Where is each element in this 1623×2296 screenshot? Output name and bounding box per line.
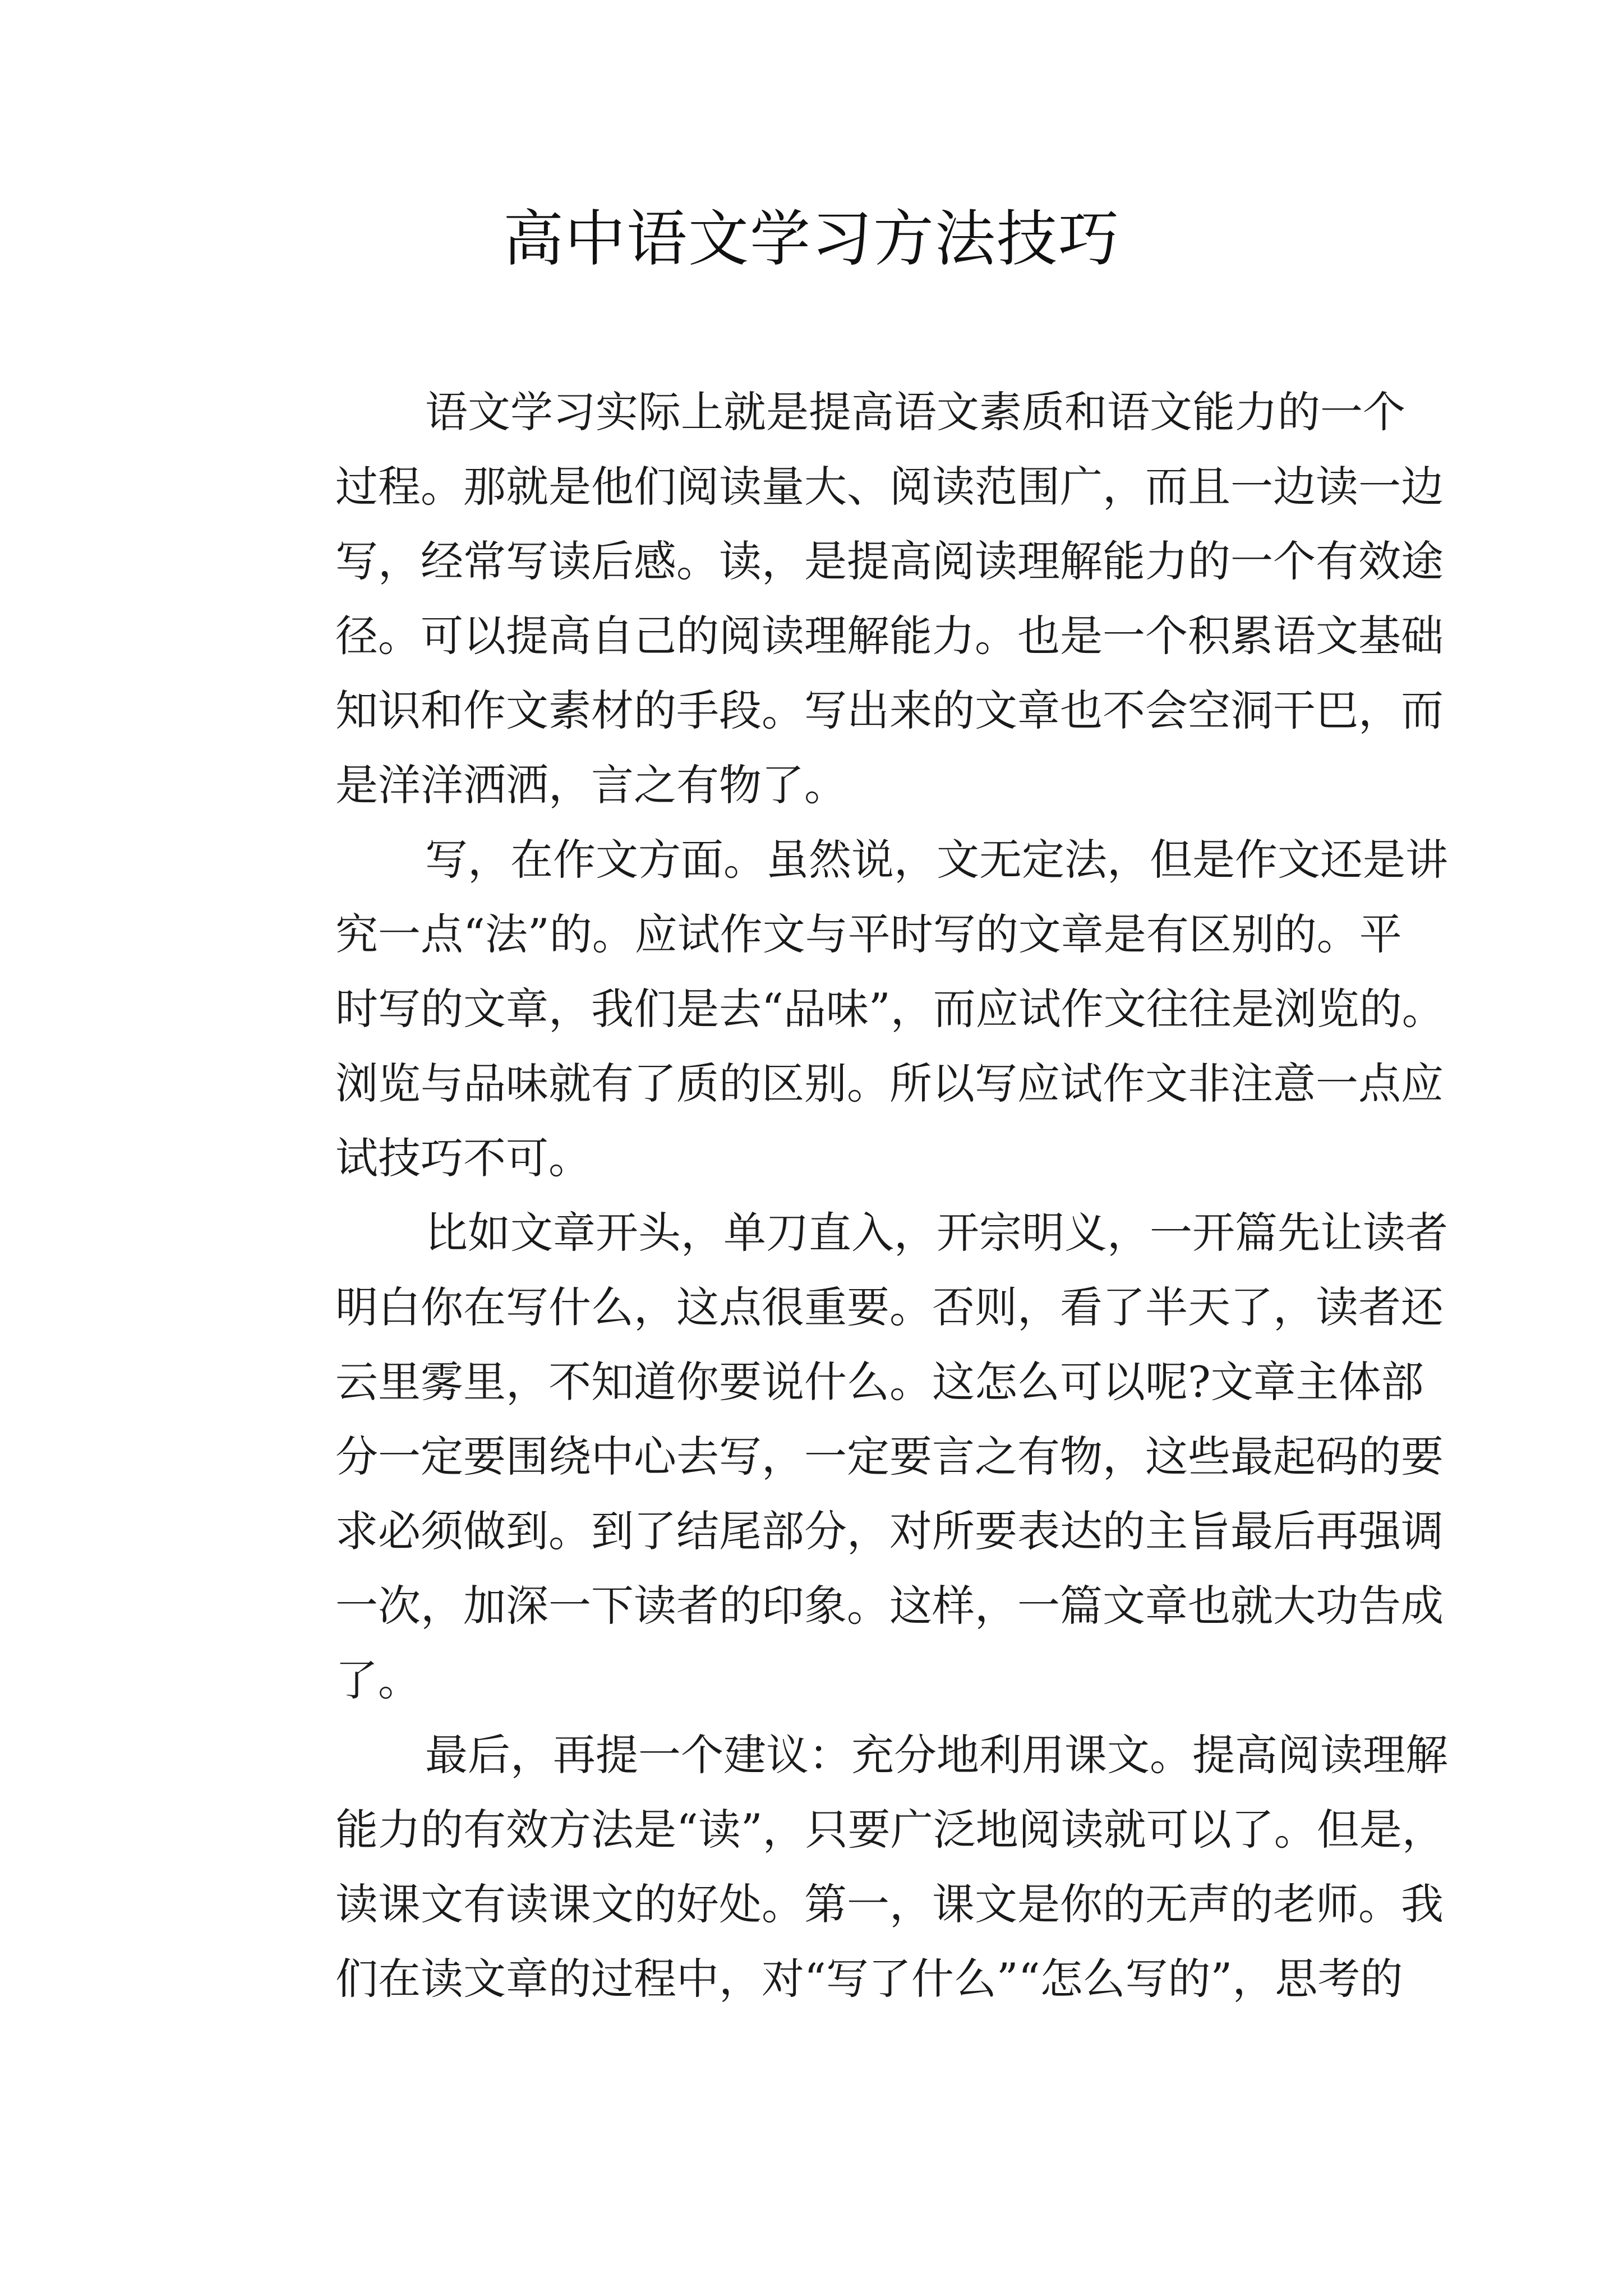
paragraph-line: 试技巧不可。 (335, 1133, 591, 1183)
paragraph-line: 是洋洋洒洒，言之有物了。 (335, 760, 847, 810)
paragraph-line: 时写的文章，我们是去“品味”，而应试作文往往是浏览的。 (335, 984, 1445, 1034)
paragraph-line: 最后，再提一个建议：充分地利用课文。提高阅读理解 (425, 1730, 1448, 1780)
paragraph-line: 究一点“法”的。应试作文与平时写的文章是有区别的。平 (335, 909, 1402, 959)
paragraph-1 (250, 375, 1444, 822)
paragraph-line: 语文学习实际上就是提高语文素质和语文能力的一个 (425, 387, 1405, 437)
paragraph-3 (250, 1195, 1448, 1718)
paragraph-line: 径。可以提高自己的阅读理解能力。也是一个积累语文基础 (335, 611, 1444, 661)
document-body (250, 375, 1448, 2016)
paragraph-line: 知识和作文素材的手段。写出来的文章也不会空洞干巴，而 (335, 685, 1444, 735)
paragraph-2 (250, 822, 1448, 1195)
document-title: 高中语文学习方法技巧 (502, 204, 1120, 274)
paragraph-line: 能力的有效方法是“读”，只要广泛地阅读就可以了。但是， (335, 1805, 1445, 1855)
paragraph-line: 比如文章开头，单刀直入，开宗明义，一开篇先让读者 (425, 1208, 1448, 1258)
paragraph-line: 读课文有读课文的好处。第一，课文是你的无声的老师。我 (335, 1879, 1444, 1929)
paragraph-line: 求必须做到。到了结尾部分，对所要表达的主旨最后再强调 (335, 1506, 1444, 1556)
paragraph-line: 们在读文章的过程中，对“写了什么”“怎么写的”，思考的 (335, 1954, 1403, 2004)
paragraph-line: 浏览与品味就有了质的区别。所以写应试作文非注意一点应 (335, 1059, 1444, 1108)
paragraph-line: 写，经常写读后感。读，是提高阅读理解能力的一个有效途 (335, 536, 1444, 586)
paragraph-line: 明白你在写什么，这点很重要。否则，看了半天了，读者还 (335, 1282, 1444, 1332)
paragraph-line: 一次，加深一下读者的印象。这样，一篇文章也就大功告成 (335, 1581, 1444, 1631)
paragraph-line: 分一定要围绕中心去写，一定要言之有物，这些最起码的要 (335, 1432, 1444, 1481)
paragraph-line: 写，在作文方面。虽然说，文无定法，但是作文还是讲 (425, 835, 1448, 885)
paragraph-line: 过程。那就是他们阅读量大、阅读范围广，而且一边读一边 (335, 462, 1444, 512)
paragraph-line: 云里雾里，不知道你要说什么。这怎么可以呢?文章主体部 (335, 1357, 1424, 1407)
paragraph-line: 了。 (335, 1655, 421, 1705)
paragraph-4 (250, 1718, 1448, 2016)
